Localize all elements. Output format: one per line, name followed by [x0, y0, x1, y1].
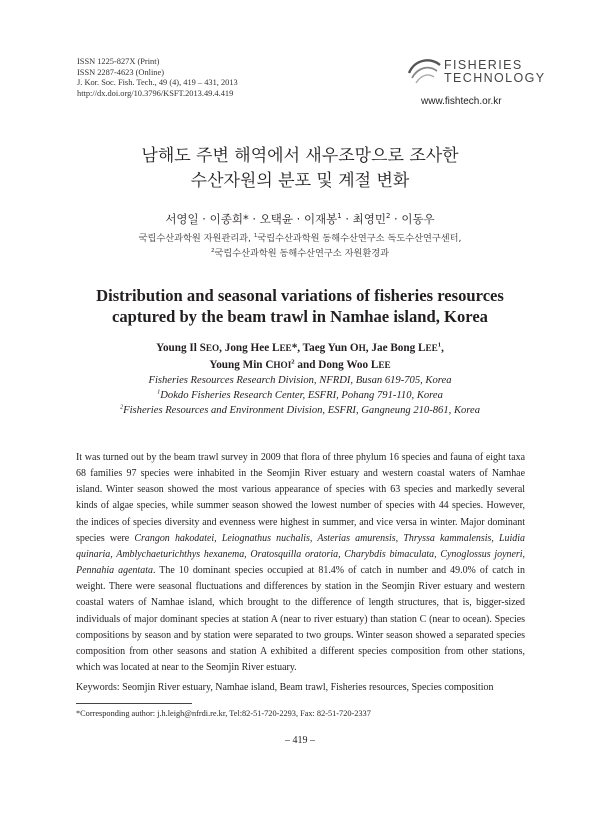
- english-affiliation-line-1: Fisheries Resources Research Division, NFRDI, Busan 619-705, Korea: [148, 375, 452, 386]
- author-name-part: and Dong Woo L: [294, 358, 379, 371]
- corresponding-author-footnote: *Corresponding author: j.h.leigh@nfrdi.re.kr, Tel:82-51-720-2293, Fax: 82-51-720-2337: [76, 709, 371, 718]
- author-name-part: Young Il S: [156, 342, 206, 354]
- korean-affiliations: [0, 231, 600, 261]
- english-authors: [0, 340, 600, 373]
- journal-logo: [406, 56, 546, 108]
- issn-online: ISSN 2287-4623 (Online): [77, 67, 165, 77]
- korean-affil-mark: 2: [211, 247, 215, 254]
- korean-affiliation-line-2: [0, 246, 600, 261]
- korean-affiliation-line-1: [0, 231, 600, 246]
- korean-title: [0, 144, 600, 194]
- korean-title-line-1: 남해도 주변 해역에서 새우조망으로 조사한: [141, 146, 459, 166]
- author-surname-smallcaps: EO: [205, 343, 220, 353]
- fish-logo-icon: [406, 56, 442, 90]
- issn-print: ISSN 1225-827X (Print): [77, 57, 160, 66]
- english-affil-text: Dokdo Fisheries Research Center, ESFRI, Pohang 791-110, Korea: [160, 390, 443, 401]
- author-name-part: Young Min C: [209, 358, 274, 371]
- korean-author-group-3: · 이동우: [390, 212, 435, 226]
- korean-title-line-2: 수산자원의 분포 및 계절 변화: [190, 171, 410, 191]
- logo-line-2: TECHNOLOGY: [444, 71, 546, 85]
- english-affil-mark: 1: [157, 388, 161, 396]
- english-title-line-2: captured by the beam trawl in Namhae island, Korea: [112, 307, 488, 326]
- korean-affil-text: 국립수산과학원 동해수산연구소 독도수산연구센터,: [257, 233, 462, 244]
- journal-url[interactable]: www.fishtech.or.kr: [421, 96, 502, 107]
- doi-link[interactable]: http://dx.doi.org/10.3796/KSFT.2013.49.4.419: [77, 88, 234, 98]
- korean-author-affil-mark: 2: [385, 212, 391, 221]
- english-title-line-1: Distribution and seasonal variations of fisheries resources: [96, 286, 504, 305]
- author-affil-mark: 1: [437, 341, 442, 349]
- korean-affil-text: 국립수산과학원 동해수산연구소 자원환경과: [214, 248, 389, 259]
- author-surname-smallcaps: HOI: [273, 359, 292, 370]
- english-title: [0, 285, 600, 327]
- english-authors-line-2: [0, 357, 600, 374]
- abstract-text: It was turned out by the beam trawl survey in 2009 that flora of three phylum 16 species and fauna of eight taxa 68 families 97 species were inhabited in the Seomjin River estuary and western coastal waters of Namhae island. Winter season showed the most various appearance of species with 63 species and markedly several kinds of algae species, while summer season showed the lowest number of species with 44 species. However, the indices of species diversity and evenness were highest in summer, and vice versa in winter. Major dominant species were: [76, 452, 525, 544]
- abstract-text: . The 10 dominant species occupied at 81.4% of catch in number and 49.0% of catch in weight. There were seasonal fluctuations and differences by station in the Seomjin River estuary and western coastal waters of Namhae island, which brought to the difference of length structures, that is, bigger-sized individuals of major dominant species at station A (near to river estuary) than station C (near to ocean). Species compositions by season and by station were separated to two groups. Winter season showed a separated species composition from other seasons and station A exhibited a different species composition from other stations, which was located at near to the Seomjin River estuary.: [76, 565, 525, 674]
- english-authors-line-1: [0, 340, 600, 357]
- author-surname-smallcaps: EE: [425, 343, 438, 353]
- logo-wordmark: [444, 59, 546, 85]
- footnote-divider: [76, 703, 192, 704]
- abstract: [76, 450, 525, 676]
- author-name-part: , Jong Hee L: [219, 342, 280, 354]
- english-affil-text: Fisheries Resources and Environment Division, ESFRI, Gangneung 210-861, Korea: [123, 405, 481, 416]
- korean-author-group-2: · 최영민: [341, 212, 386, 226]
- author-surname-smallcaps: EE: [378, 359, 391, 370]
- keywords: Keywords: Seomjin River estuary, Namhae island, Beam trawl, Fisheries resources, Species composition: [76, 682, 494, 693]
- korean-affil-text: 국립수산과학원 자원관리과,: [138, 233, 254, 244]
- author-surname-smallcaps: H: [358, 343, 366, 353]
- korean-affil-mark: 1: [253, 232, 258, 239]
- english-affiliation-line-2: [0, 388, 600, 403]
- journal-citation: J. Kor. Soc. Fish. Tech., 49 (4), 419 – 431, 2013: [77, 78, 238, 88]
- author-affil-mark: 2: [291, 357, 295, 365]
- page-number: – 419 –: [285, 735, 315, 746]
- abstract-species-list: Crangon hakodatei, Leiognathus nuchalis, Asterias amurensis, Thryssa kammalensis, Luidia quinaria, Amblychaeturichthys hexanema, Oratosquilla oratoria, Charybdis bimaculata, Cynoglossus joyneri, Pennahia agentata: [76, 532, 525, 577]
- english-affiliations: [0, 373, 600, 418]
- journal-meta: [77, 57, 238, 99]
- author-name-part: ,: [441, 342, 444, 354]
- english-affiliation-line-3: [0, 403, 600, 418]
- author-surname-smallcaps: EE: [279, 343, 292, 353]
- korean-author-group-1: 서영일 · 이종희* · 오택윤 · 이재봉: [165, 212, 338, 226]
- korean-author-affil-mark: 1: [337, 212, 342, 221]
- author-name-part: , Jae Bong L: [365, 342, 426, 354]
- logo-line-1: FISHERIES: [444, 58, 523, 72]
- author-name-part: *, Taeg Yun O: [291, 342, 359, 354]
- korean-authors: [0, 212, 600, 227]
- english-affil-mark: 2: [119, 403, 124, 411]
